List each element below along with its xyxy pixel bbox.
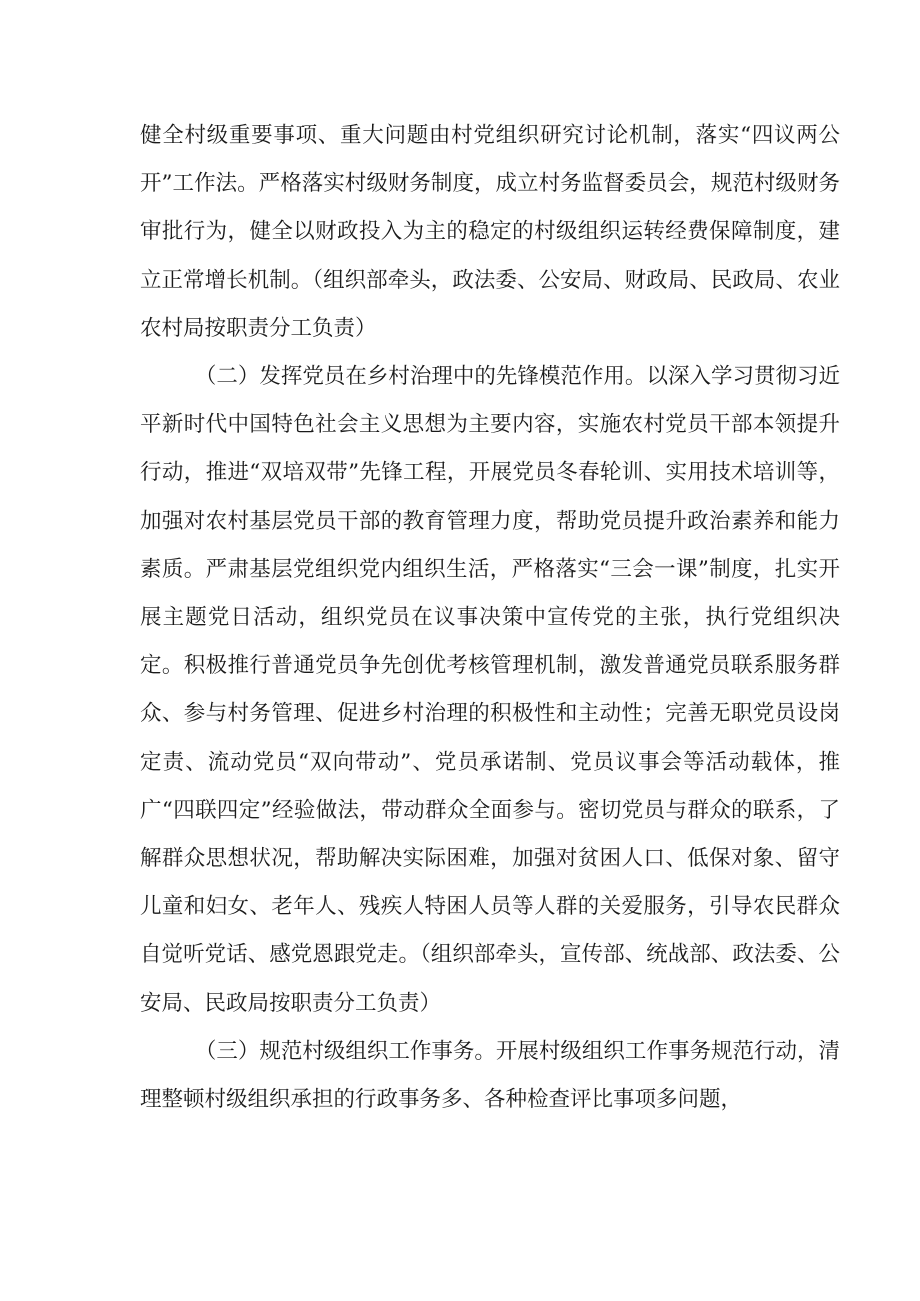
paragraph-3: （三）规范村级组织工作事务。开展村级组织工作事务规范行动，清理整顿村级组织承担的行政事务多、各种检查评比事项多问题， <box>140 1038 840 1113</box>
paragraph-2: （二）发挥党员在乡村治理中的先锋模范作用。以深入学习贯彻习近平新时代中国特色社会主义思想为主要内容，实施农村党员干部本领提升行动，推进“双培双带”先锋工程，开展党员冬春轮训、实用技术培训等，加强对农村基层党员干部的教育管理力度，帮助党员提升政治素养和能力素质。严肃基层党组织党内组织生活，严格落实“三会一课”制度，扎实开展主题党日活动，组织党员在议事决策中宣传党的主张，执行党组织决定。积极推行普通党员争先创优考核管理机制，激发普通党员联系服务群众、参与村务管理、促进乡村治理的积极性和主动性；完善无职党员设岗定责、流动党员“双向带动”、党员承诺制、党员议事会等活动载体，推广“四联四定”经验做法，带动群众全面参与。密切党员与群众的联系，了解群众思想状况，帮助解决实际困难，加强对贫困人口、低保对象、留守儿童和妇女、老年人、残疾人特困人员等人群的关爱服务，引导农民群众自觉听党话、感党恩跟党走。（组织部牵头，宣传部、统战部、政法委、公安局、民政局按职责分工负责） <box>140 364 840 1016</box>
paragraph-1: 健全村级重要事项、重大问题由村党组织研究讨论机制，落实“四议两公开”工作法。严格落实村级财务制度，成立村务监督委员会，规范村级财务审批行为，健全以财政投入为主的稳定的村级组织运转经费保障制度，建立正常增长机制。（组织部牵头，政法委、公安局、财政局、民政局、农业农村局按职责分工负责） <box>140 123 840 341</box>
document-body <box>140 112 840 1124</box>
